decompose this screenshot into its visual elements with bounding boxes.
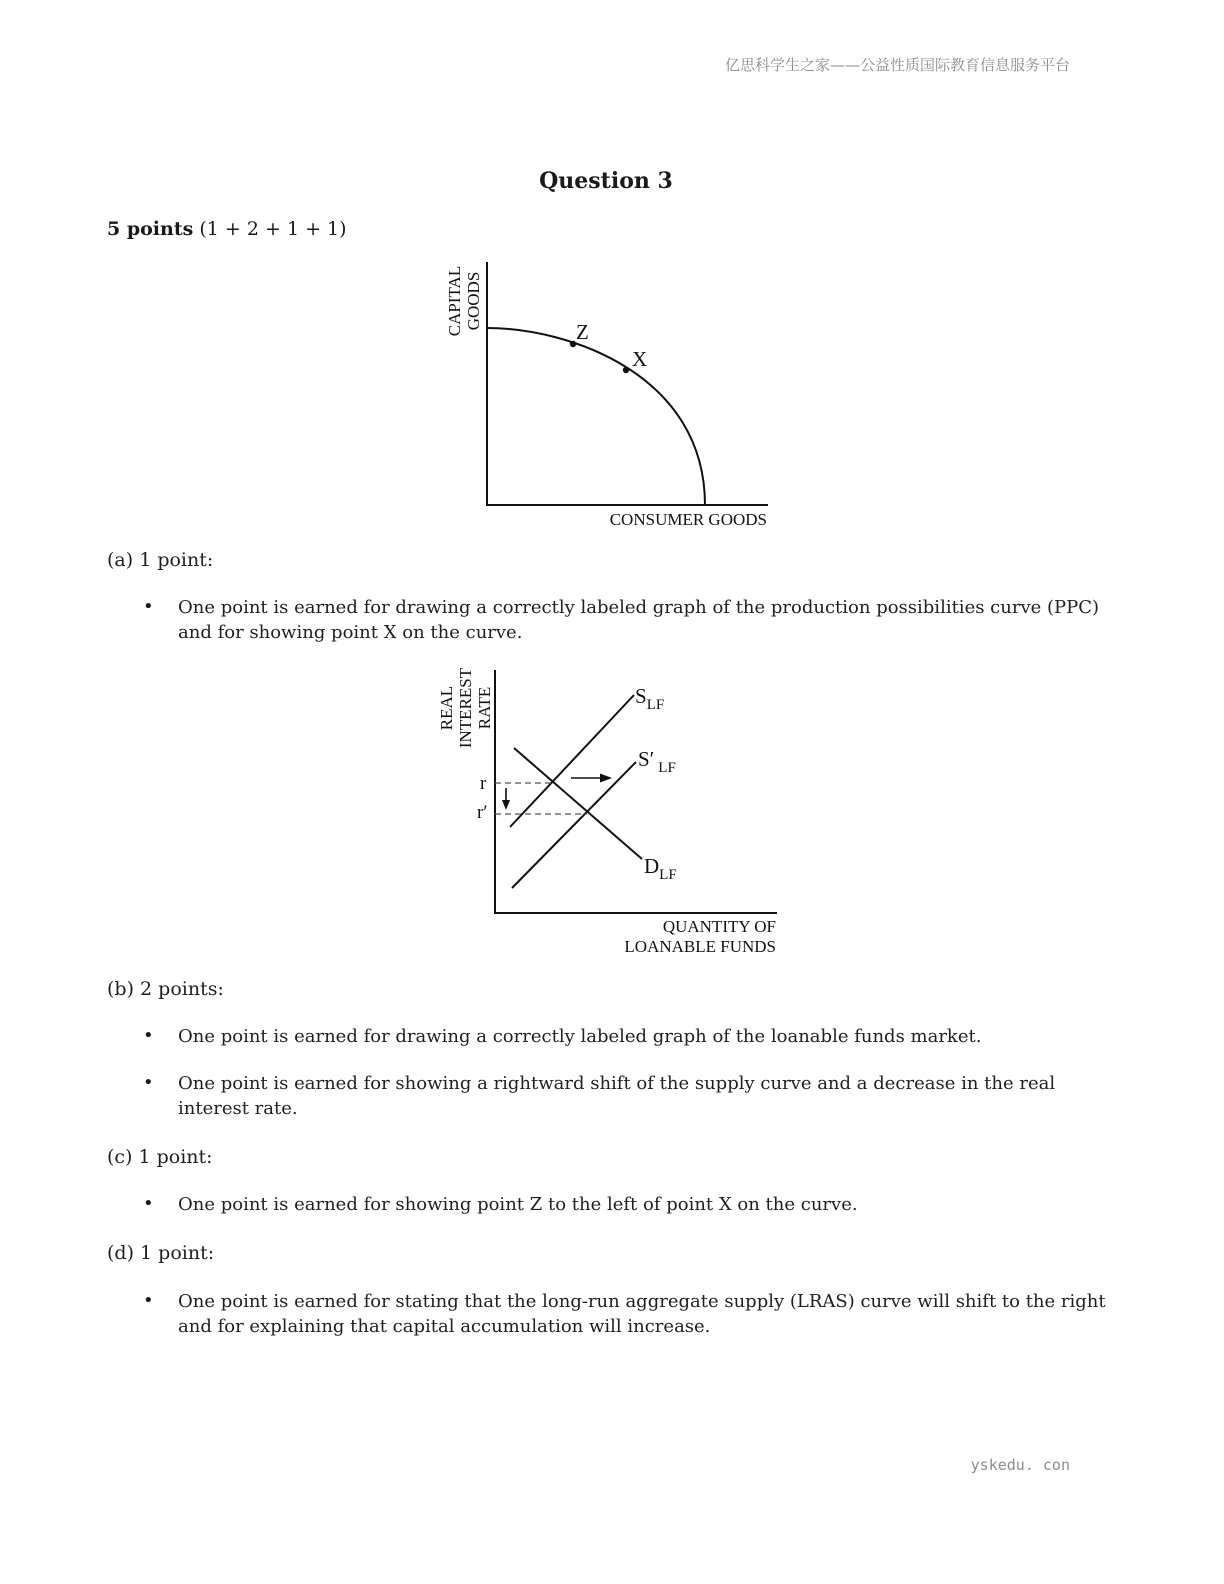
question-title: Question 3 <box>539 168 673 194</box>
r-label: r <box>480 773 487 794</box>
bullet-glyph: • <box>143 1290 154 1311</box>
rate-down-arrow-head <box>502 800 510 810</box>
ppc-curve <box>487 328 705 505</box>
lf-x-axis-label-1: QUANTITY OF <box>662 917 776 936</box>
ppc-graph <box>430 255 790 535</box>
demand-label-sub: LF <box>659 867 677 883</box>
supply-curve-shifted <box>512 762 636 888</box>
bullet-glyph: • <box>143 596 154 617</box>
loanable-funds-graph <box>430 662 790 962</box>
bullet-glyph: • <box>143 1072 154 1093</box>
part-c-bullet-1: One point is earned for showing point Z to the left of point X on the curve. <box>178 1194 858 1215</box>
part-a-heading: (a) 1 point: <box>107 549 214 571</box>
part-a-bullet-1: One point is earned for drawing a correctly labeled graph of the production possibilities curve (PPC) and for showing point X on the curve. <box>178 597 1100 643</box>
part-d-bullet-1: One point is earned for stating that the long-run aggregate supply (LRAS) curve will shift to the right and for explaining that capital accumulation will increase. <box>178 1291 1106 1337</box>
lf-y-axis-label-3: RATE <box>475 686 494 730</box>
points-breakdown: (1 + 2 + 1 + 1) <box>199 218 347 240</box>
bullet-glyph: • <box>143 1193 154 1214</box>
ppc-point-z-label: Z <box>576 320 589 344</box>
r-prime-label: r′ <box>477 802 488 823</box>
lf-y-axis-label-1: REAL <box>437 685 456 731</box>
supply2-label-main: S′ <box>638 747 655 771</box>
demand-label-main: D <box>644 854 660 878</box>
ppc-point-x-label: X <box>632 347 648 371</box>
demand-label <box>644 854 677 883</box>
part-b-heading: (b) 2 points: <box>107 978 224 1000</box>
points-total: 5 points <box>107 218 194 240</box>
footer-site: yskedu. con <box>970 1456 1070 1474</box>
part-c-heading: (c) 1 point: <box>107 1146 213 1168</box>
lf-y-axis-label-2: INTEREST <box>456 667 475 749</box>
part-b-bullet-1: One point is earned for drawing a correctly labeled graph of the loanable funds market. <box>178 1026 982 1047</box>
ppc-y-axis-label-2: GOODS <box>464 271 483 331</box>
bullet-glyph: • <box>143 1025 154 1046</box>
shift-arrow-head <box>600 774 612 783</box>
ppc-y-axis-label-1: CAPITAL <box>445 265 464 337</box>
supply2-label-sub: LF <box>658 760 676 776</box>
header-watermark: 亿思科学生之家——公益性质国际教育信息服务平台 <box>724 56 1070 74</box>
part-d-heading: (d) 1 point: <box>107 1242 215 1264</box>
ppc-point-x <box>623 367 629 373</box>
supply-label-main: S <box>635 684 647 708</box>
supply-label <box>635 684 664 713</box>
supply2-label <box>638 747 676 776</box>
part-b-bullet-2: One point is earned for showing a rightward shift of the supply curve and a decrease in the real interest rate. <box>178 1073 1056 1119</box>
lf-x-axis-label-2: LOANABLE FUNDS <box>624 937 776 956</box>
ppc-x-axis-label: CONSUMER GOODS <box>609 510 767 529</box>
supply-label-sub: LF <box>646 697 665 713</box>
points-line <box>107 218 347 240</box>
